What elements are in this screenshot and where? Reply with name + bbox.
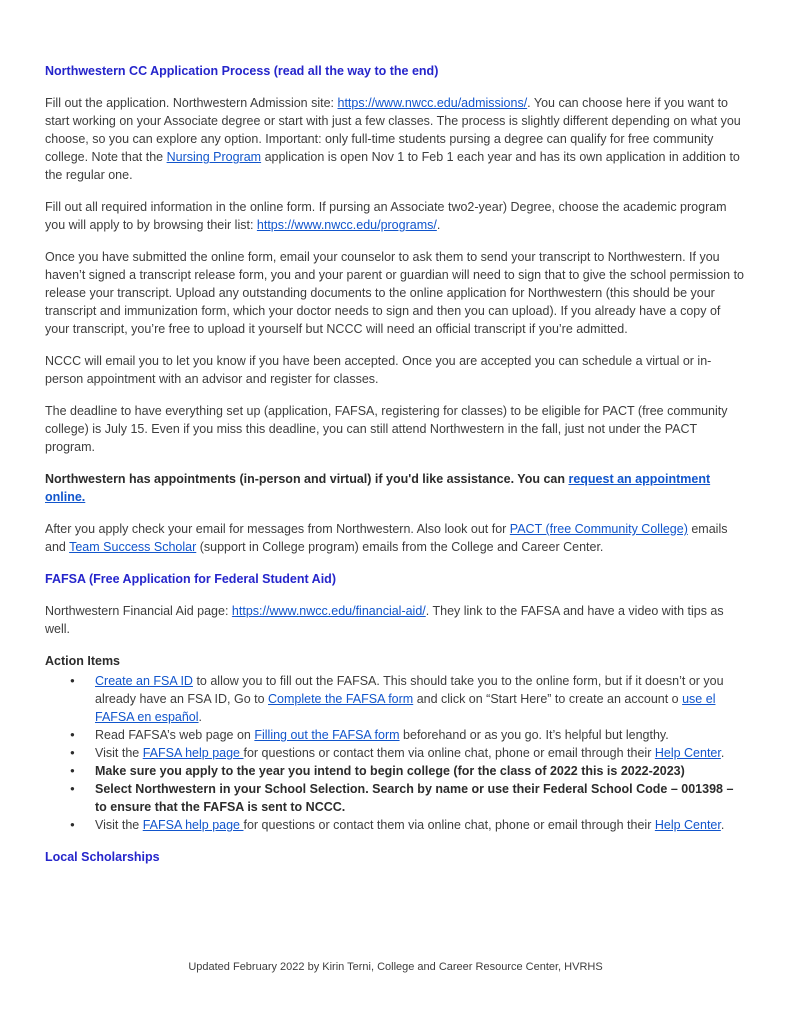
bullet-icon: ●	[70, 676, 75, 685]
text-segment: Read FAFSA’s web page on	[95, 728, 255, 742]
link-pact[interactable]: PACT (free Community College)	[509, 522, 688, 536]
bullet-icon: ●	[70, 766, 75, 775]
text-segment: Fill out all required information in the online form. If pursing an Associate two2-year) Degree, choose the academic program you will apply to by browsing their list:	[45, 200, 727, 232]
text-segment: Northwestern Financial Aid page:	[45, 604, 232, 618]
text-segment: beforehand or as you go. It’s helpful but lengthy.	[399, 728, 669, 742]
text-segment: emails and	[45, 522, 728, 554]
paragraph-deadline: The deadline to have everything set up (application, FAFSA, registering for classes) to be eligible for PACT (free community college) is July 15. Even if you miss this deadline, you can still attend Northwestern in the fall, just not under the PACT program.	[45, 404, 728, 454]
paragraph-after-apply	[45, 520, 746, 556]
action-item-text: Select Northwestern in your School Selection. Search by name or use their Federal School Code – 001398 – to ensure that the FAFSA is sent to NCCC.	[95, 782, 734, 814]
action-item-text	[95, 744, 746, 762]
link-admissions-url[interactable]: https://www.nwcc.edu/admissions/	[337, 96, 528, 110]
action-item-create-fsa-id	[45, 672, 746, 726]
text-segment: After you apply check your email for messages from Northwestern. Also look out for	[45, 522, 510, 536]
paragraph-online-form	[45, 198, 746, 234]
paragraph-acceptance: NCCC will email you to let you know if you have been accepted. Once you are accepted you can schedule a virtual or in-person appointment with an advisor and register for classes.	[45, 354, 712, 386]
action-item-read-fafsa-page	[45, 726, 746, 744]
link-help-center[interactable]: Help Center	[654, 746, 721, 760]
paragraph-appointments	[45, 470, 746, 506]
text-segment: and click on “Start Here” to create an account o	[413, 692, 683, 706]
text-segment: Northwestern has appointments (in-person and virtual) if you'd like assistance. You can	[45, 472, 569, 486]
link-fafsa-espanol[interactable]: use el FAFSA en español	[95, 692, 716, 724]
link-request-appointment[interactable]: request an appointment online.	[45, 472, 711, 504]
action-item-visit-help-page-2	[45, 816, 746, 834]
text-segment: application is open Nov 1 to Feb 1 each year and has its own application in addition to the regular one.	[45, 150, 740, 182]
text-segment: .	[436, 218, 441, 232]
link-filling-out-fafsa[interactable]: Filling out the FAFSA form	[254, 728, 400, 742]
action-item-text	[95, 726, 746, 744]
link-fafsa-help-page[interactable]: FAFSA help page	[142, 746, 244, 760]
action-item-text	[95, 672, 746, 726]
link-complete-fafsa-form[interactable]: Complete the FAFSA form	[268, 692, 414, 706]
text-segment: . You can choose here if you want to start working on your Associate degree or start with just a few classes. The process is slightly different depending on what you choose, so you can explore any option. Important: only full-time students pursing a degree can qualify for free community college. Note that the	[45, 96, 741, 164]
bullet-icon: ●	[70, 730, 75, 739]
action-items-list	[45, 672, 746, 834]
link-create-fsa-id[interactable]: Create an FSA ID	[95, 674, 193, 688]
text-segment: for questions or contact them via online chat, phone or email through their	[243, 818, 655, 832]
action-item-select-northwestern	[45, 780, 746, 816]
action-item-apply-correct-year	[45, 762, 746, 780]
heading-local-scholarships: Local Scholarships	[45, 850, 160, 864]
text-segment: Fill out the application. Northwestern Admission site:	[45, 96, 338, 110]
action-item-visit-help-page	[45, 744, 746, 762]
bullet-icon: ●	[70, 748, 75, 757]
link-nursing-program[interactable]: Nursing Program	[166, 150, 262, 164]
paragraph-fill-out-application	[45, 94, 746, 184]
text-segment: .	[720, 818, 725, 832]
text-segment: .	[198, 710, 203, 724]
link-fafsa-help-page-2[interactable]: FAFSA help page	[142, 818, 244, 832]
link-help-center-2[interactable]: Help Center	[654, 818, 721, 832]
action-item-text	[95, 816, 746, 834]
link-team-success-scholar[interactable]: Team Success Scholar	[69, 540, 197, 554]
action-item-text: Make sure you apply to the year you intend to begin college (for the class of 2022 this is 2022-2023)	[95, 764, 685, 778]
text-segment: to allow you to fill out the FAFSA. This should take you to the online form, but if it doesn’t or you already have an FSA ID, Go to	[95, 674, 724, 706]
bullet-icon: ●	[70, 820, 75, 829]
text-segment: Visit the	[95, 818, 143, 832]
link-financial-aid-url[interactable]: https://www.nwcc.edu/financial-aid/	[231, 604, 426, 618]
footer-credit: Updated February 2022 by Kirin Terni, College and Career Resource Center, HVRHS	[188, 961, 603, 973]
link-programs-url[interactable]: https://www.nwcc.edu/programs/	[256, 218, 437, 232]
bullet-icon: ●	[70, 784, 75, 793]
heading-nwcc-application-process: Northwestern CC Application Process (read all the way to the end)	[45, 64, 439, 78]
text-segment: .	[720, 746, 725, 760]
heading-action-items: Action Items	[45, 654, 121, 668]
text-segment: for questions or contact them via online chat, phone or email through their	[243, 746, 655, 760]
text-segment: (support in College program) emails from the College and Career Center.	[196, 540, 604, 554]
paragraph-financial-aid	[45, 602, 746, 638]
text-segment: Visit the	[95, 746, 143, 760]
paragraph-transcript: Once you have submitted the online form, email your counselor to ask them to send your transcript to Northwestern. If you haven’t signed a transcript release form, you and your parent or guardian will need to sign that to give the school permission to release your transcript. Upload any outstanding documents to the online application for Northwestern (this should be your transcript and immunization form, which your doctor needs to sign and then you can upload). If you already have a copy of your transcript, you’re free to upload it yourself but NCCC will need an official transcript if you’re admitted.	[45, 250, 745, 336]
text-segment: . They link to the FAFSA and have a video with tips as well.	[45, 604, 724, 636]
heading-fafsa: FAFSA (Free Application for Federal Student Aid)	[45, 572, 336, 586]
